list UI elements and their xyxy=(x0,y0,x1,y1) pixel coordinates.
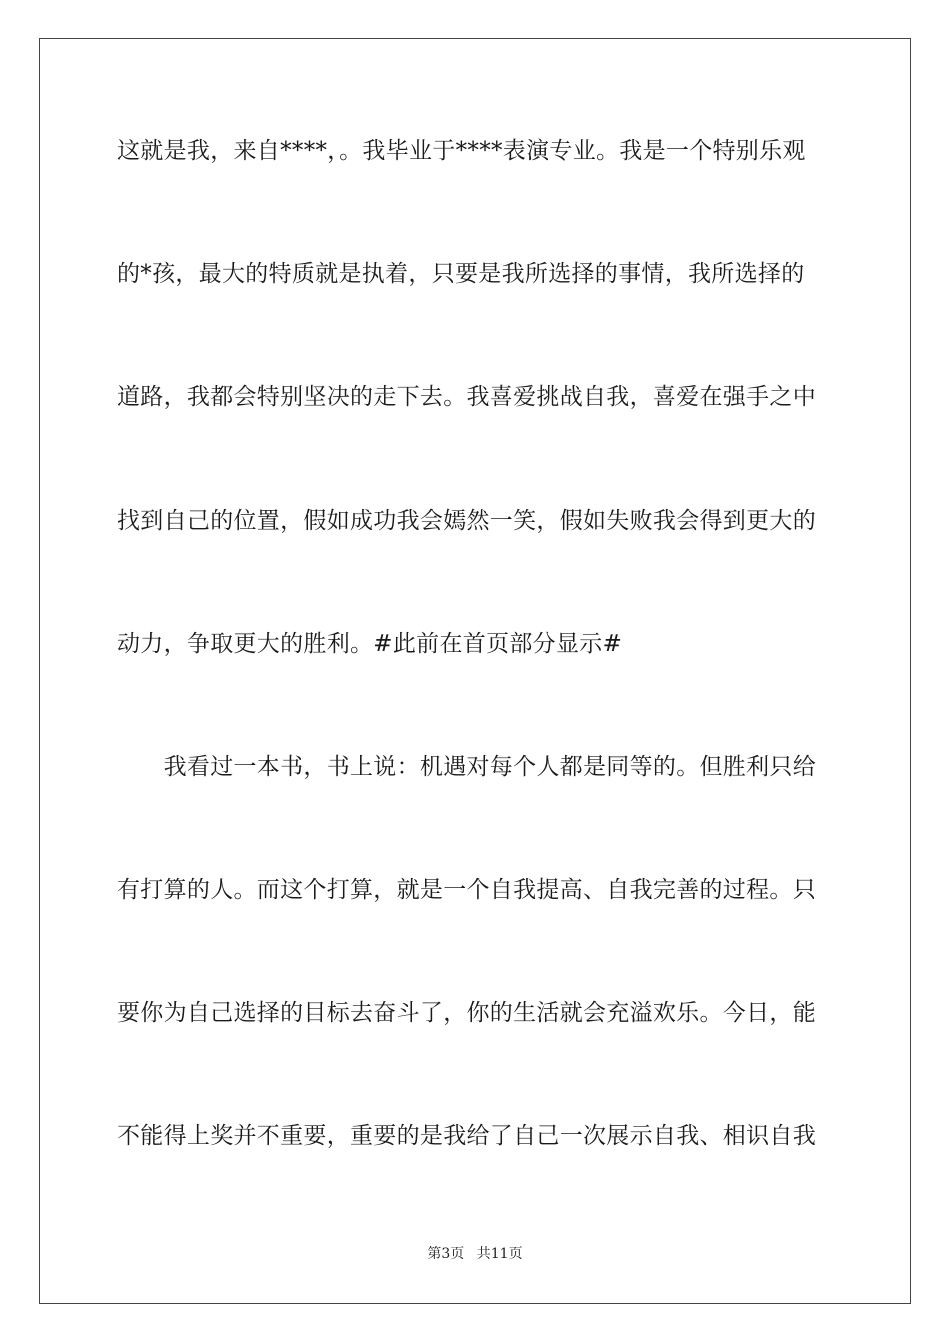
page-total: 共11页 xyxy=(476,1246,523,1262)
body-line-1: 这就是我，来自****，。我毕业于****表演专业。我是一个特别乐观 xyxy=(117,138,806,164)
page-number: 第3页 xyxy=(427,1246,465,1262)
page-footer xyxy=(0,1244,950,1264)
body-line-9: 不能得上奖并不重要，重要的是我给了自己一次展示自我、相识自我 xyxy=(117,1123,816,1149)
body-line-4: 找到自己的位置，假如成功我会嫣然一笑，假如失败我会得到更大的 xyxy=(117,508,816,534)
body-line-3: 道路，我都会特别坚决的走下去。我喜爱挑战自我，喜爱在强手之中 xyxy=(117,384,816,410)
body-line-7: 有打算的人。而这个打算，就是一个自我提高、自我完善的过程。只 xyxy=(117,877,816,903)
body-line-8: 要你为自己选择的目标去奋斗了，你的生活就会充溢欢乐。今日，能 xyxy=(117,1000,816,1026)
page-frame xyxy=(39,38,911,1304)
body-line-5: 动力，争取更大的胜利。#此前在首页部分显示# xyxy=(117,631,623,657)
body-line-6: 我看过一本书，书上说：机遇对每个人都是同等的。但胜利只给 xyxy=(117,754,816,780)
body-line-2: 的*孩，最大的特质就是执着，只要是我所选择的事情，我所选择的 xyxy=(117,261,805,287)
